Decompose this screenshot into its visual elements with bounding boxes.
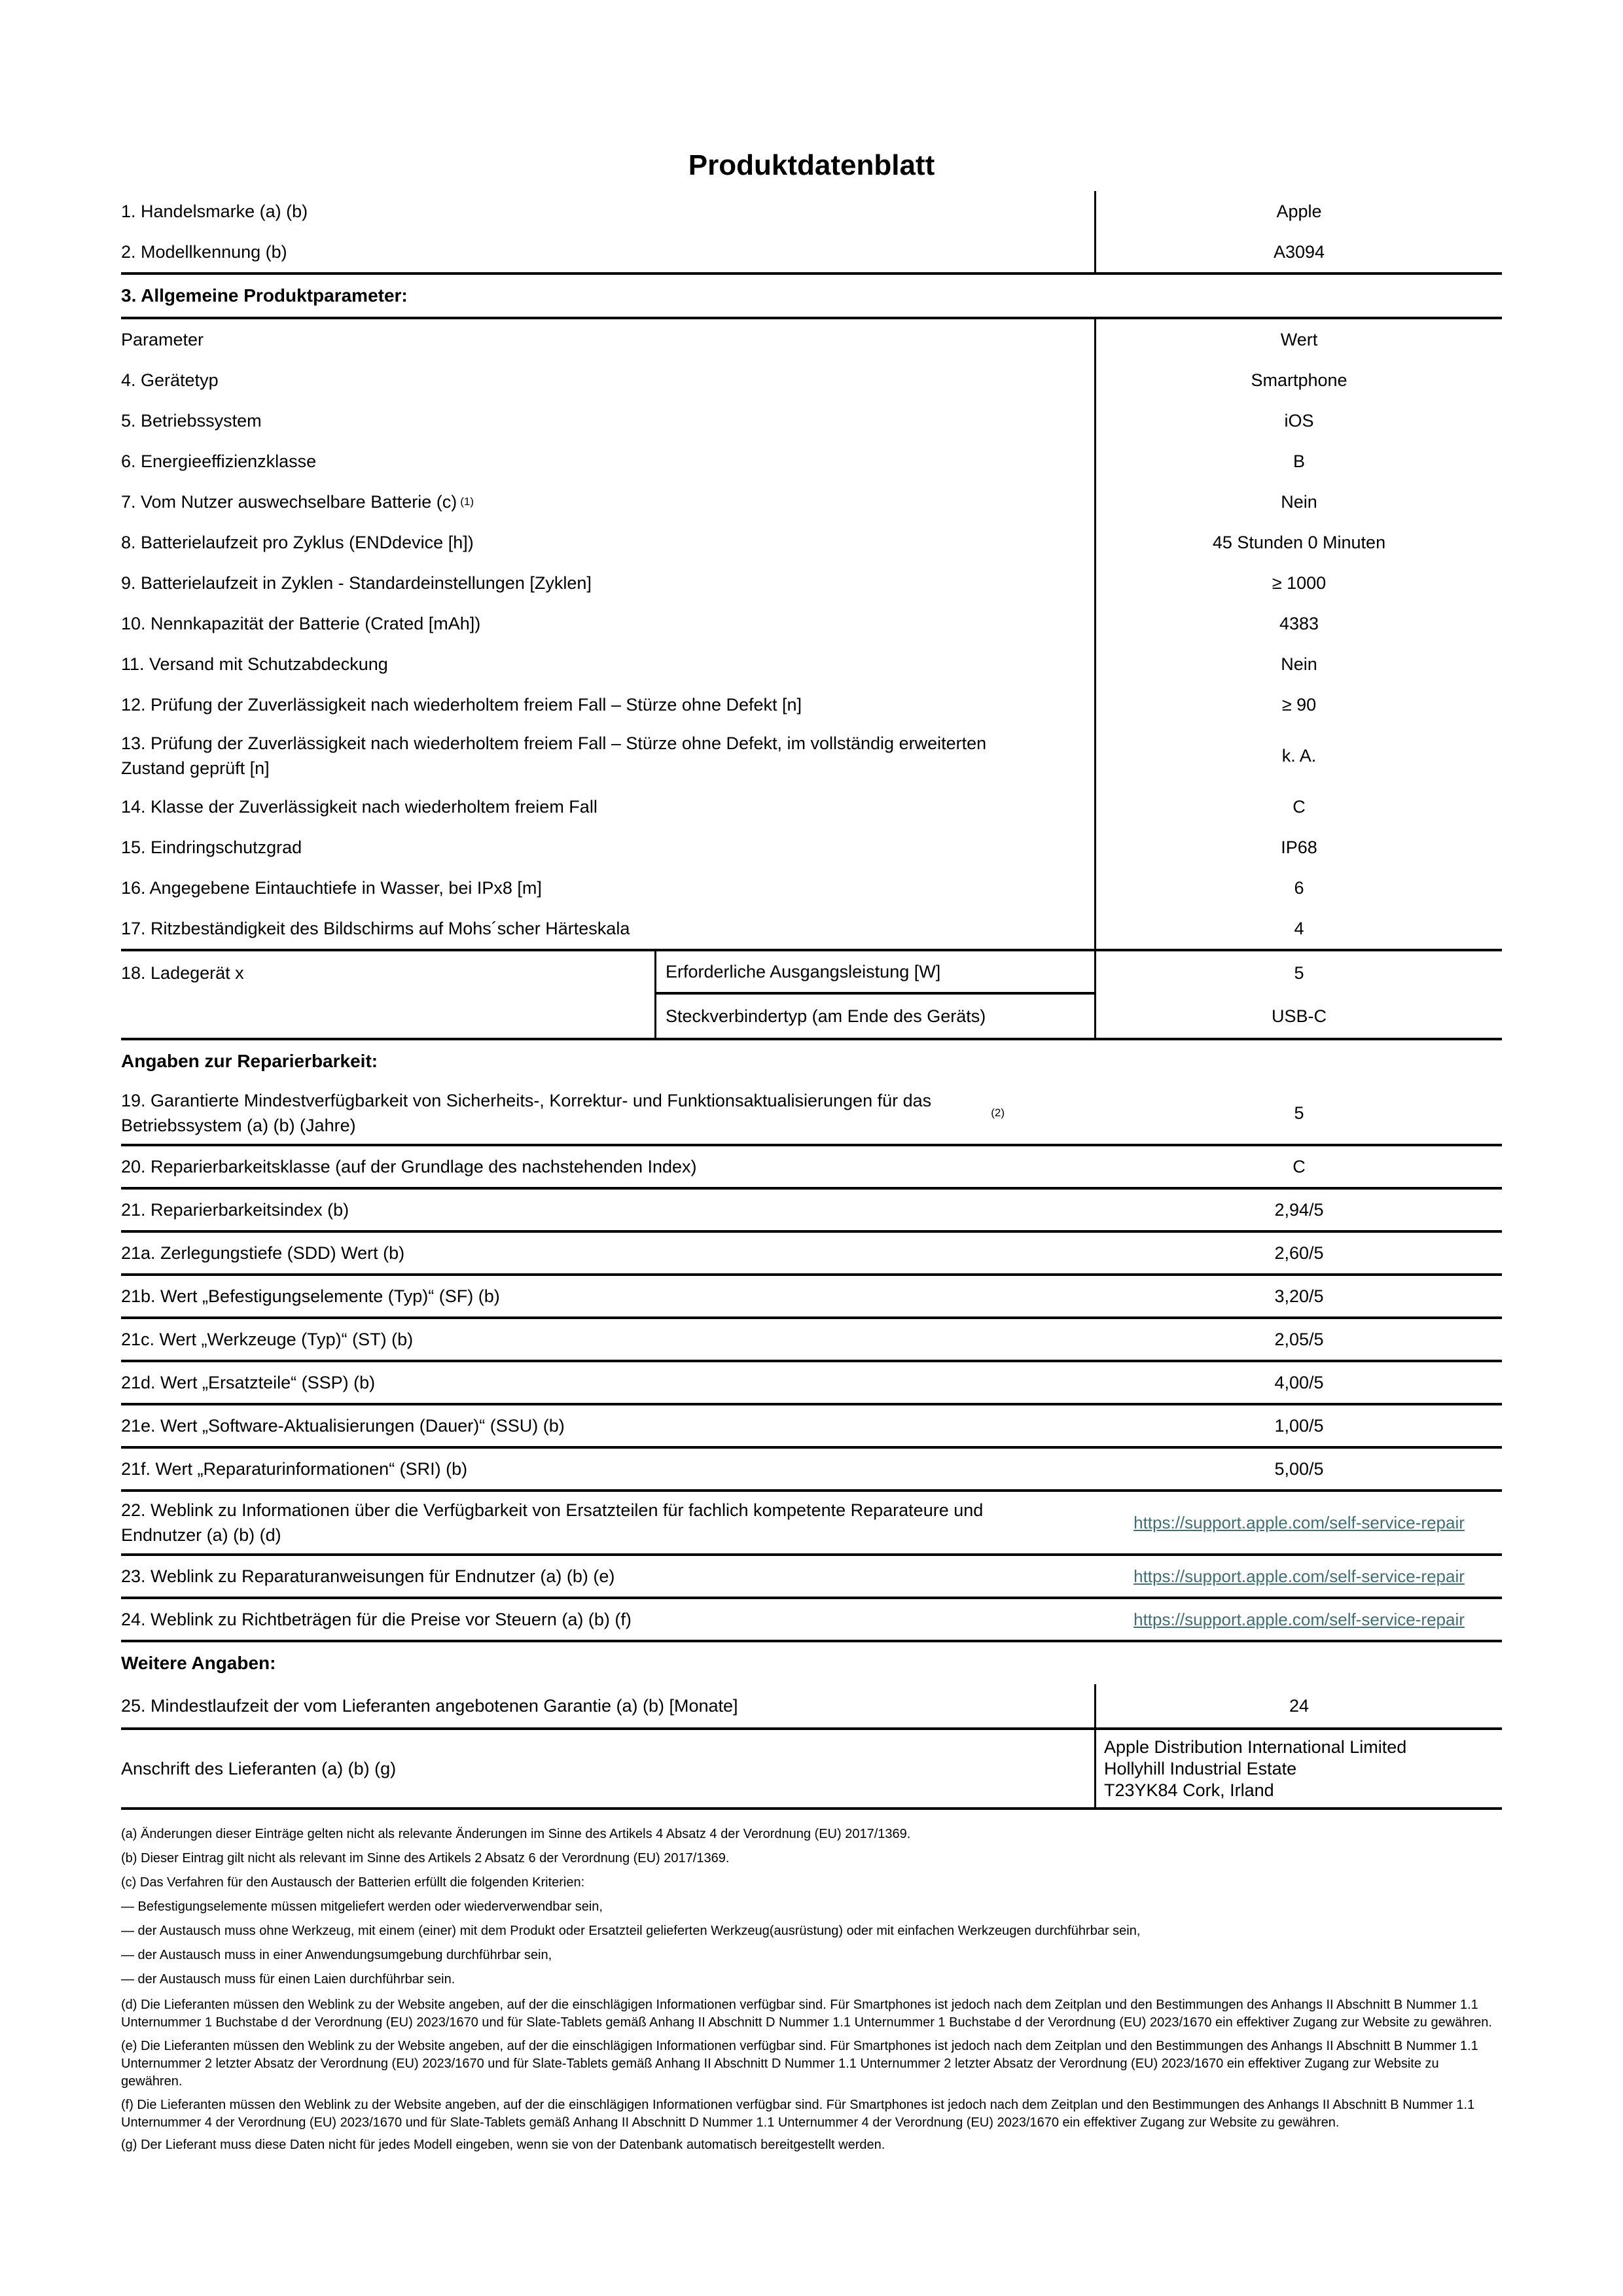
row-20-label: 20. Reparierbarkeitsklasse (auf der Grundlage des nachstehenden Index) xyxy=(121,1156,697,1176)
row-19-updates-label: 19. Garantierte Mindestverfügbarkeit von Sicherheits-, Korrektur- und Funktionsaktualisierungen für das Betriebssystem (a) (b) (Jahre) (2) xyxy=(121,1082,1096,1144)
section-heading-allgemeine-produktparameter: 3. Allgemeine Produktparameter: xyxy=(121,275,1502,319)
row-23-weblink-reparaturanweisungen xyxy=(121,1556,1502,1599)
repairability-table xyxy=(121,1082,1502,1642)
row-4-geraetetyp-value: Smartphone xyxy=(1251,370,1347,390)
row-1-handelsmarke-value: Apple xyxy=(1276,201,1322,221)
row-10-nennkapazitaet-value: 4383 xyxy=(1279,613,1319,633)
row-5-betriebssystem-value: iOS xyxy=(1284,410,1314,431)
row-16-eintauchtiefe-value: 6 xyxy=(1294,877,1304,898)
row-21e-software-aktualisierungen xyxy=(121,1405,1502,1449)
row-16-eintauchtiefe-label: 16. Angegebene Eintauchtiefe in Wasser, bei IPx8 [m] xyxy=(121,868,1096,908)
footnotes xyxy=(121,1827,1502,2152)
row-24-label: 24. Weblink zu Richtbeträgen für die Preise vor Steuern (a) (b) (f) xyxy=(121,1609,632,1629)
row-20-reparierbarkeitsklasse xyxy=(121,1146,1502,1190)
row-21a-zerlegungstiefe xyxy=(121,1233,1502,1276)
row-18-steckverbindertyp-value: USB-C xyxy=(1271,1006,1327,1026)
row-2-modellkennung-label: 2. Modellkennung (b) xyxy=(121,232,1096,272)
row-21d-value: 4,00/5 xyxy=(1274,1372,1324,1392)
row-21f-value: 5,00/5 xyxy=(1274,1458,1324,1479)
section-heading-weitere-angaben: Weitere Angaben: xyxy=(121,1653,276,1673)
row-4-geraetetyp-label: 4. Gerätetyp xyxy=(121,360,1096,400)
row-9-zyklen-value: ≥ 1000 xyxy=(1272,573,1327,593)
row-18-ausgangsleistung-label: Erforderliche Ausgangsleistung [W] xyxy=(654,951,1096,995)
row-21c-label: 21c. Wert „Werkzeuge (Typ)“ (ST) (b) xyxy=(121,1329,414,1349)
charger-table xyxy=(121,951,1502,1040)
self-service-repair-link-1[interactable]: https://support.apple.com/self-service-repair xyxy=(1133,1512,1465,1532)
row-21a-value: 2,60/5 xyxy=(1274,1243,1324,1263)
row-11-schutzabdeckung-value: Nein xyxy=(1281,654,1317,674)
supplier-address-line-1: Apple Distribution International Limited xyxy=(1104,1737,1407,1757)
row-23-link-cell xyxy=(1096,1556,1502,1597)
row-10-nennkapazitaet-label: 10. Nennkapazität der Batterie (Crated [mAh]) xyxy=(121,603,1096,644)
warranty-row xyxy=(121,1684,1502,1730)
row-17-ritzbestaendigkeit-label: 17. Ritzbeständigkeit des Bildschirms auf Mohs´scher Härteskala xyxy=(121,908,1096,949)
supplier-address-label: Anschrift des Lieferanten (a) (b) (g) xyxy=(121,1730,1096,1807)
footnote-c-criterion-1: — Befestigungselemente müssen mitgeliefert werden oder wiederverwendbar sein, xyxy=(121,1899,603,1914)
row-18-ladegeraet-label: 18. Ladegerät x xyxy=(121,963,244,983)
row-5-betriebssystem-label: 5. Betriebssystem xyxy=(121,400,1096,441)
row-19-updates-value: 5 xyxy=(1294,1103,1304,1123)
row-13-fallpruefung-erweitert-label: 13. Prüfung der Zuverlässigkeit nach wiederholtem freiem Fall – Stürze ohne Defekt, im vollständig erweiterten Zustand geprüft [n] xyxy=(121,725,1096,786)
row-7-batterie-label-text: 7. Vom Nutzer auswechselbare Batterie (c) xyxy=(121,491,457,512)
footnote-g: (g) Der Lieferant muss diese Daten nicht für jedes Modell eingeben, wenn sie von der Datenbank automatisch bereitgestellt werden. xyxy=(121,2138,885,2152)
row-14-zuverlaessigkeitsklasse-label: 14. Klasse der Zuverlässigkeit nach wiederholtem freiem Fall xyxy=(121,786,1096,827)
general-parameters-table xyxy=(121,319,1502,951)
row-21c-werkzeuge xyxy=(121,1319,1502,1362)
page-title: Produktdatenblatt xyxy=(688,149,935,181)
footnote-c-criterion-2: — der Austausch muss ohne Werkzeug, mit einem (einer) mit dem Produkt oder Ersatzteil gelieferten Werkzeug(ausrüstung) oder mit einfachen Werkzeugen durchführbar sein, xyxy=(121,1924,1141,1938)
section-heading-reparierbarkeit: Angaben zur Reparierbarkeit: xyxy=(121,1051,378,1071)
row-8-batterielaufzeit-value: 45 Stunden 0 Minuten xyxy=(1212,532,1386,552)
row-14-zuverlaessigkeitsklasse-value: C xyxy=(1293,796,1306,817)
row-7-batterie-value: Nein xyxy=(1281,491,1317,512)
footnote-e: (e) Die Lieferanten müssen den Weblink zu der Website angeben, auf der die einschlägigen Informationen verfügbar sind. Für Smartphones ist jedoch nach dem Zeitplan und den Bestimmungen des Anhangs II Abschnitt B Nummer 1.1 Unternummer 2 letzter Absatz der Verordnung (EU) 2023/1670 und für Slate-Tablets gemäß Anhang II Abschnitt D Nummer 1.1 Unternummer 2 letzter Absatz der Verordnung (EU) 2023/1670 ein effektiver Zugang zur Website zu gewähren. xyxy=(121,2039,1478,2089)
footnote-c-criterion-3: — der Austausch muss in einer Anwendungsumgebung durchführbar sein, xyxy=(121,1948,552,1962)
column-header-parameter: Parameter xyxy=(121,319,1096,360)
row-21-label: 21. Reparierbarkeitsindex (b) xyxy=(121,1199,349,1220)
row-21e-label: 21e. Wert „Software-Aktualisierungen (Dauer)“ (SSU) (b) xyxy=(121,1415,565,1436)
self-service-repair-link-2[interactable]: https://support.apple.com/self-service-repair xyxy=(1133,1566,1465,1586)
row-13-fallpruefung-erweitert-value: k. A. xyxy=(1281,745,1317,766)
row-22-label: 22. Weblink zu Informationen über die Verfügbarkeit von Ersatzteilen für fachlich kompetente Reparateure und Endnutzer (a) (b) (d) xyxy=(121,1500,984,1545)
footnote-c: (c) Das Verfahren für den Austausch der Batterien erfüllt die folgenden Kriterien: xyxy=(121,1875,585,1890)
row-7-batterie-label: 7. Vom Nutzer auswechselbare Batterie (c) (1) xyxy=(121,482,1096,522)
row-8-batterielaufzeit-label: 8. Batterielaufzeit pro Zyklus (ENDdevice [h]) xyxy=(121,522,1096,563)
row-21e-value: 1,00/5 xyxy=(1274,1415,1324,1436)
row-9-zyklen-label: 9. Batterielaufzeit in Zyklen - Standardeinstellungen [Zyklen] xyxy=(121,563,1096,603)
row-15-eindringschutzgrad-value: IP68 xyxy=(1281,837,1317,857)
supplier-address-line-2: Hollyhill Industrial Estate xyxy=(1104,1758,1297,1778)
row-11-schutzabdeckung-label: 11. Versand mit Schutzabdeckung xyxy=(121,644,1096,684)
row-21f-reparaturinformationen xyxy=(121,1449,1502,1492)
row-6-energieeffizienzklasse-label: 6. Energieeffizienzklasse xyxy=(121,441,1096,482)
row-21a-label: 21a. Zerlegungstiefe (SDD) Wert (b) xyxy=(121,1243,405,1263)
row-19-updates xyxy=(121,1082,1502,1146)
row-2-modellkennung-value: A3094 xyxy=(1273,241,1325,262)
row-25-garantie-label: 25. Mindestlaufzeit der vom Lieferanten angebotenen Garantie (a) (b) [Monate] xyxy=(121,1684,1096,1727)
footnote-d: (d) Die Lieferanten müssen den Weblink zu der Website angeben, auf der die einschlägigen Informationen verfügbar sind. Für Smartphones ist jedoch nach dem Zeitplan und den Bestimmungen des Anhangs II Abschnitt B Nummer 1.1 Unternummer 1 Buchstabe d der Verordnung (EU) 2023/1670 und für Slate-Tablets gemäß Anhang II Abschnitt D Nummer 1.1 Unternummer 1 Buchstabe d der Verordnung (EU) 2023/1670 ein effektiver Zugang zur Website zu gewähren. xyxy=(121,1998,1492,2030)
supplier-address-value xyxy=(1096,1730,1502,1807)
column-header-wert: Wert xyxy=(1280,329,1318,349)
row-6-energieeffizienzklasse-value: B xyxy=(1293,451,1305,471)
row-1-handelsmarke-label: 1. Handelsmarke (a) (b) xyxy=(121,191,1096,232)
row-21d-label: 21d. Wert „Ersatzteile“ (SSP) (b) xyxy=(121,1372,376,1392)
row-24-link-cell xyxy=(1096,1599,1502,1640)
supplier-address-line-3: T23YK84 Cork, Irland xyxy=(1104,1780,1274,1800)
row-18-ausgangsleistung-value: 5 xyxy=(1294,963,1304,983)
row-24-weblink-richtbetraege xyxy=(121,1599,1502,1642)
footnote-c-criterion-4: — der Austausch muss für einen Laien durchführbar sein. xyxy=(121,1972,455,1987)
row-19-updates-label-text: 19. Garantierte Mindestverfügbarkeit von Sicherheits-, Korrektur- und Funktionsaktualisierungen für das Betriebssystem (a) (b) (Jahre) xyxy=(121,1090,932,1135)
row-22-link-cell xyxy=(1096,1492,1502,1553)
identification-table xyxy=(121,191,1502,275)
row-25-garantie-value: 24 xyxy=(1289,1695,1310,1716)
row-21b-label: 21b. Wert „Befestigungselemente (Typ)“ (SF) (b) xyxy=(121,1286,500,1306)
row-21c-value: 2,05/5 xyxy=(1274,1329,1324,1349)
row-21d-ersatzteile xyxy=(121,1362,1502,1405)
row-21-reparierbarkeitsindex xyxy=(121,1190,1502,1233)
row-22-weblink-ersatzteile xyxy=(121,1492,1502,1556)
footnote-a: (a) Änderungen dieser Einträge gelten nicht als relevante Änderungen im Sinne des Artikels 4 Absatz 4 der Verordnung (EU) 2017/1369. xyxy=(121,1827,911,1841)
footnote-f: (f) Die Lieferanten müssen den Weblink zu der Website angeben, auf der die einschlägigen Informationen verfügbar sind. Für Smartphones ist jedoch nach dem Zeitplan und den Bestimmungen des Anhangs II Abschnitt B Nummer 1.1 Unternummer 4 der Verordnung (EU) 2023/1670 und für Slate-Tablets gemäß Anhang II Abschnitt D Nummer 1.1 Unternummer 4 der Verordnung (EU) 2023/1670 ein effektiver Zugang zur Website zu gewähren. xyxy=(121,2098,1475,2130)
footnote-b: (b) Dieser Eintrag gilt nicht als relevant im Sinne des Artikels 2 Absatz 6 der Verordnung (EU) 2017/1369. xyxy=(121,1851,730,1865)
row-18-steckverbindertyp-label: Steckverbindertyp (am Ende des Geräts) xyxy=(654,995,1096,1038)
row-21-value: 2,94/5 xyxy=(1274,1199,1324,1220)
row-21b-befestigungselemente xyxy=(121,1276,1502,1319)
self-service-repair-link-3[interactable]: https://support.apple.com/self-service-repair xyxy=(1133,1609,1465,1629)
row-15-eindringschutzgrad-label: 15. Eindringschutzgrad xyxy=(121,827,1096,868)
row-12-fallpruefung-value: ≥ 90 xyxy=(1281,694,1317,715)
row-17-ritzbestaendigkeit-value: 4 xyxy=(1294,918,1304,938)
row-20-value: C xyxy=(1293,1156,1306,1176)
row-21f-label: 21f. Wert „Reparaturinformationen“ (SRI) (b) xyxy=(121,1458,468,1479)
row-12-fallpruefung-label: 12. Prüfung der Zuverlässigkeit nach wiederholtem freiem Fall – Stürze ohne Defekt [n] xyxy=(121,684,1096,725)
row-23-label: 23. Weblink zu Reparaturanweisungen für Endnutzer (a) (b) (e) xyxy=(121,1566,615,1586)
supplier-address-row xyxy=(121,1730,1502,1810)
row-21b-value: 3,20/5 xyxy=(1274,1286,1324,1306)
